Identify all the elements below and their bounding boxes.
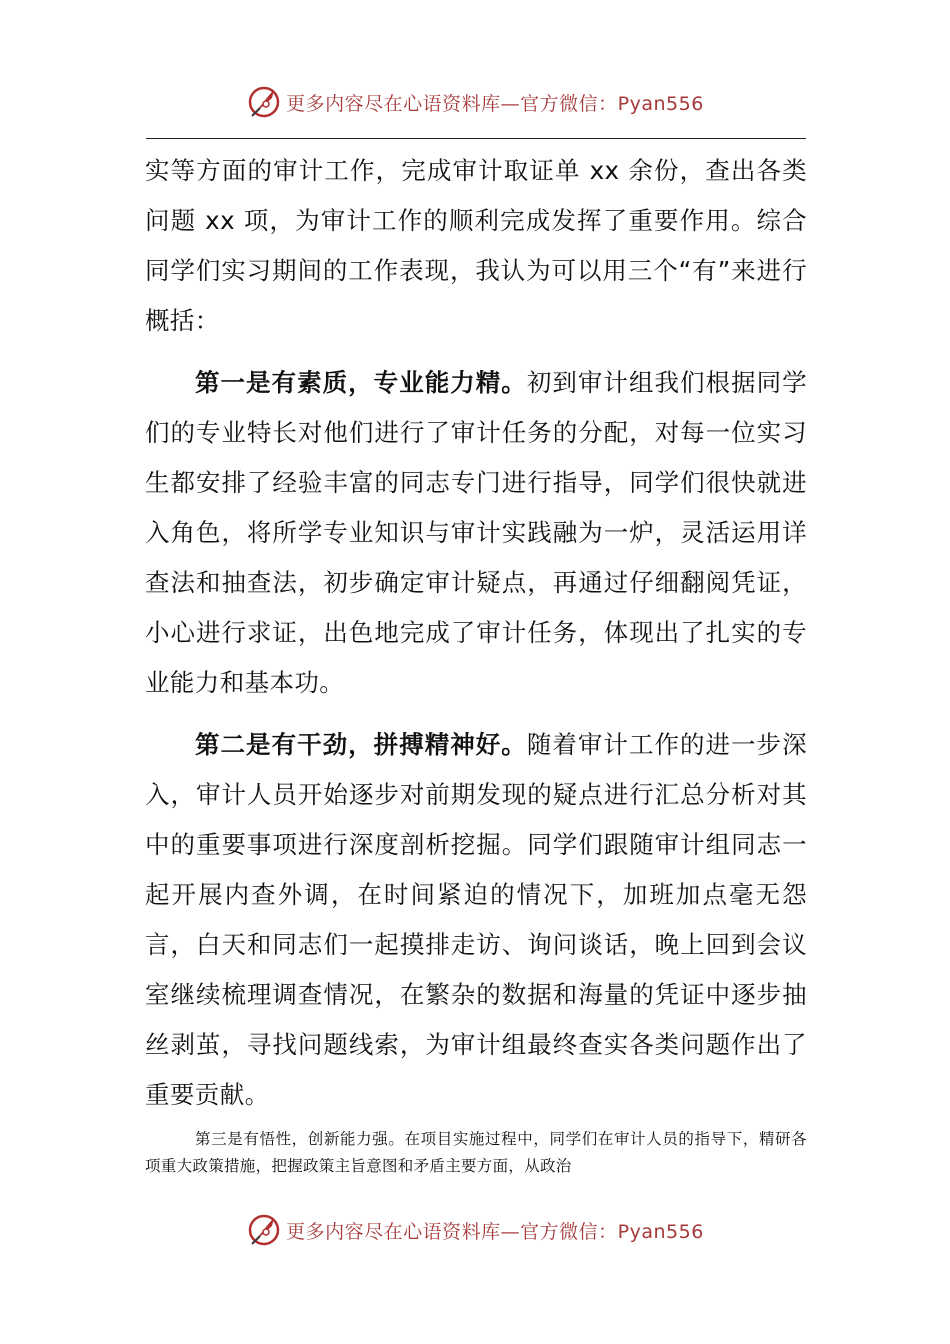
quill-logo-icon [246, 1212, 282, 1248]
header-watermark [0, 82, 950, 122]
paragraph-heading: 第二是有干劲，拼搏精神好。 [195, 730, 527, 759]
quill-logo-icon [246, 84, 282, 120]
paragraph-heading: 第一是有素质，专业能力精。 [195, 368, 527, 397]
paragraph-intro: 实等方面的审计工作，完成审计取证单 xx 余份，查出各类问题 xx 项，为审计工作的顺利完成发挥了重要作用。综合同学们实习期间的工作表现，我认为可以用三个“有”来进行概括： [145, 156, 807, 335]
watermark-text: 更多内容尽在心语资料库—官方微信：Pyan556 [286, 92, 704, 115]
footer-watermark [0, 1210, 950, 1250]
watermark-text: 更多内容尽在心语资料库—官方微信：Pyan556 [286, 1220, 704, 1243]
paragraph-first-point: 第一是有素质，专业能力精。初到审计组我们根据同学们的专业特长对他们进行了审计任务的分配，对每一位实习生都安排了经验丰富的同志专门进行指导，同学们很快就进入角色，将所学专业知识与审计实践融为一炉，灵活运用详查法和抽查法，初步确定审计疑点，再通过仔细翻阅凭证，小心进行求证，出色地完成了审计任务，体现出了扎实的专业能力和基本功。 [145, 368, 807, 697]
document-body [145, 146, 807, 1120]
header-divider [146, 138, 806, 139]
paragraph-second-point: 第二是有干劲，拼搏精神好。随着审计工作的进一步深入，审计人员开始逐步对前期发现的疑点进行汇总分析对其中的重要事项进行深度剖析挖掘。同学们跟随审计组同志一起开展内查外调，在时间紧迫的情况下，加班加点毫无怨言，白天和同志们一起摸排走访、询问谈话，晚上回到会议室继续梳理调查情况，在繁杂的数据和海量的凭证中逐步抽丝剥茧，寻找问题线索，为审计组最终查实各类问题作出了重要贡献。 [145, 730, 807, 1109]
paragraph-third-point: 第三是有悟性，创新能力强。在项目实施过程中，同学们在审计人员的指导下，精研各项重大政策措施，把握政策主旨意图和矛盾主要方面，从政治 [145, 1130, 807, 1175]
